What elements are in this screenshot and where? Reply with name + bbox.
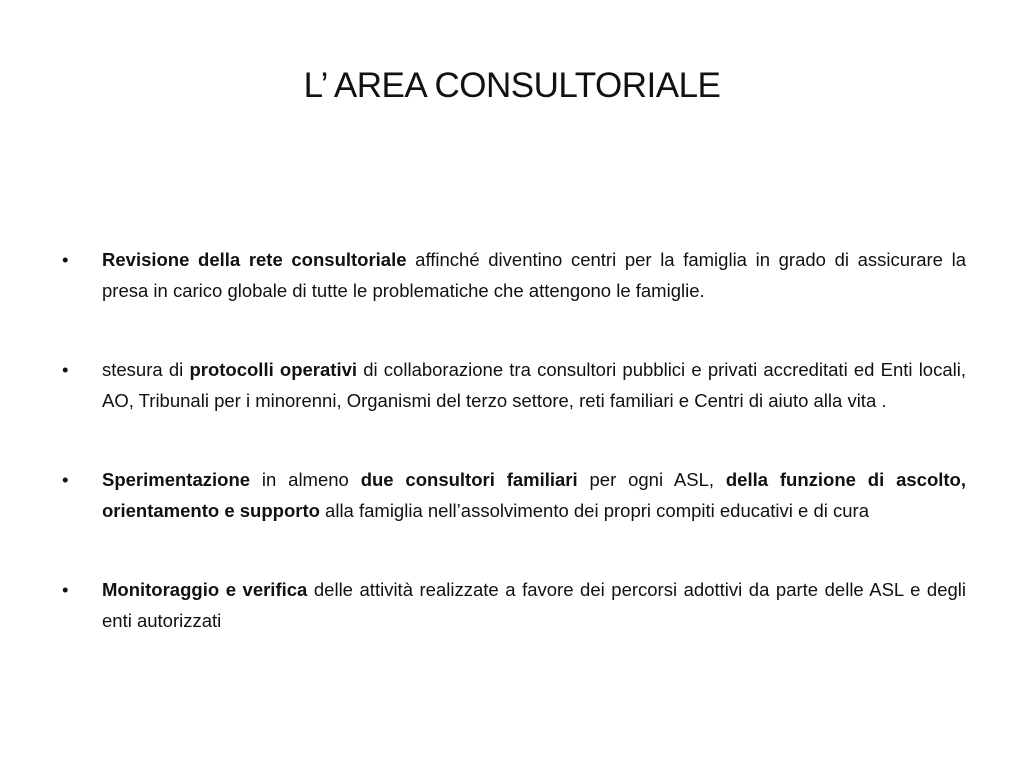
bullet-item <box>62 354 966 416</box>
bold-phrase: protocolli operativi <box>189 359 358 380</box>
bullet-text <box>102 244 966 306</box>
bullet-text <box>102 464 966 526</box>
slide-title: L’ AREA CONSULTORIALE <box>303 66 721 105</box>
bullet-dot-icon: • <box>62 469 69 490</box>
bullet-dot-icon: • <box>62 579 69 600</box>
text-phrase: delle attività realizzate a favore dei percorsi adottivi da parte delle ASL e degli enti autorizzati <box>102 579 966 631</box>
bullet-item <box>62 574 966 636</box>
text-phrase: alla famiglia nell’assolvimento dei propri compiti educativi e di cura <box>319 500 869 521</box>
bold-phrase: della funzione di ascolto, orientamento e supporto <box>102 469 966 521</box>
bold-phrase: Sperimentazione <box>102 469 251 490</box>
bold-phrase: Revisione della rete consultoriale <box>102 249 407 270</box>
bullet-dot-icon: • <box>62 359 69 380</box>
bullet-dot-icon: • <box>62 249 69 270</box>
bullet-item <box>62 464 966 526</box>
bullet-text <box>102 354 966 416</box>
text-phrase: per ogni ASL, <box>577 469 726 490</box>
text-phrase: affinché diventino centri per la famiglia in grado di assicurare la presa in carico globale di tutte le problematiche che attengono le famiglie. <box>102 249 966 301</box>
bullet-text <box>102 574 966 636</box>
text-phrase: di collaborazione tra consultori pubblici e privati accreditati ed Enti locali, AO, Tribunali per i minorenni, Organismi del terzo settore, reti familiari e Centri di aiuto alla vita . <box>102 359 966 411</box>
bold-phrase: due consultori familiari <box>360 469 578 490</box>
bold-phrase: Monitoraggio e verifica <box>102 579 308 600</box>
bullet-item <box>62 244 966 306</box>
text-phrase: stesura di <box>102 359 190 380</box>
text-phrase: in almeno <box>250 469 361 490</box>
bullet-list <box>62 244 966 636</box>
